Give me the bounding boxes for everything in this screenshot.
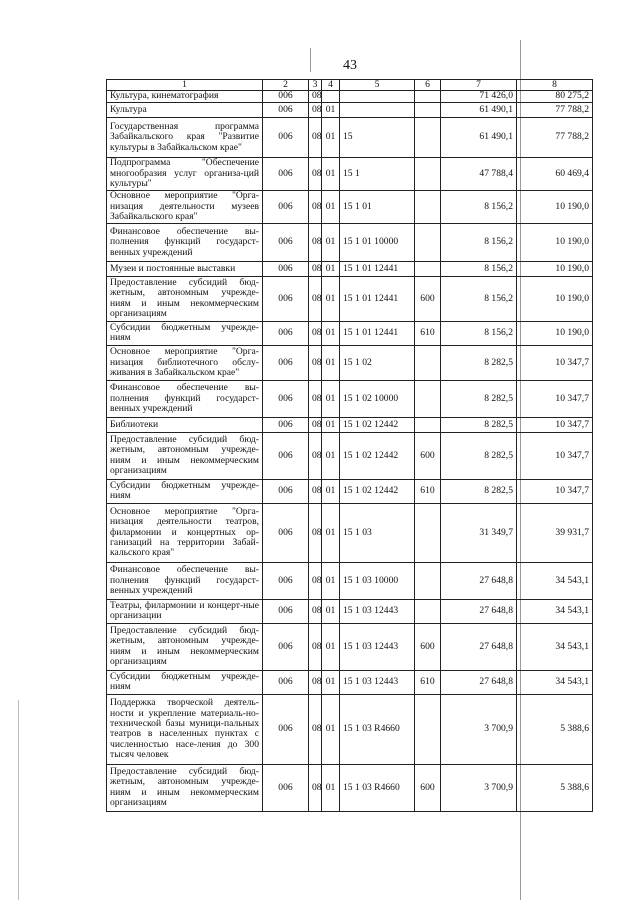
ministry-code: 006: [263, 157, 309, 190]
table-row: [107, 380, 593, 417]
amount-2019: 3 700,9: [441, 694, 517, 764]
target-code: 15 1 03: [340, 503, 415, 562]
table-row: [107, 261, 593, 276]
expense-type-code: 610: [415, 479, 441, 503]
target-code: 15 1 03 R4660: [340, 694, 415, 764]
amount-2019: 3 700,9: [441, 764, 517, 811]
expense-type-code: [415, 102, 441, 117]
target-code: [340, 102, 415, 117]
amount-2020: 10 347,7: [517, 380, 593, 417]
ministry-code: 006: [263, 91, 309, 102]
expense-type-code: [415, 223, 441, 261]
expense-type-code: [415, 503, 441, 562]
amount-2019: 61 490,1: [441, 102, 517, 117]
amount-2020: 10 190,0: [517, 261, 593, 276]
row-name: Финансовое обеспечение вы-полнения функций государст-венных учреждений: [107, 380, 263, 417]
section-code: 08: [309, 432, 322, 479]
row-name: Субсидии бюджетным учрежде-ниям: [107, 670, 263, 694]
ministry-code: 006: [263, 380, 309, 417]
row-name: Подпрограмма "Обеспечение многообразия услуг организа-ций культуры": [107, 157, 263, 190]
subsection-code: 01: [322, 694, 340, 764]
table-row: [107, 764, 593, 811]
amount-2019: 8 156,2: [441, 223, 517, 261]
amount-2020: 34 543,1: [517, 562, 593, 599]
table-row: [107, 102, 593, 117]
subsection-code: 01: [322, 479, 340, 503]
amount-2020: 77 788,2: [517, 117, 593, 157]
amount-2020: 34 543,1: [517, 670, 593, 694]
expense-type-code: 610: [415, 321, 441, 345]
amount-2019: 27 648,8: [441, 599, 517, 623]
target-code: 15 1 02 12442: [340, 432, 415, 479]
subsection-code: 01: [322, 562, 340, 599]
target-code: 15 1 01 12441: [340, 321, 415, 345]
subsection-code: 01: [322, 764, 340, 811]
subsection-code: 01: [322, 321, 340, 345]
expense-type-code: 600: [415, 276, 441, 321]
target-code: 15 1 02 12442: [340, 417, 415, 432]
subsection-code: 01: [322, 670, 340, 694]
target-code: 15 1 02 12442: [340, 479, 415, 503]
expense-type-code: [415, 562, 441, 599]
amount-2020: 10 347,7: [517, 479, 593, 503]
ministry-code: 006: [263, 190, 309, 223]
expense-type-code: 600: [415, 764, 441, 811]
column-header: 4: [322, 80, 340, 91]
table-row: [107, 321, 593, 345]
row-name: Культура, кинематография: [107, 91, 263, 102]
table-row: [107, 417, 593, 432]
expense-type-code: 610: [415, 670, 441, 694]
section-code: 08: [309, 261, 322, 276]
ministry-code: 006: [263, 276, 309, 321]
section-code: 08: [309, 157, 322, 190]
amount-2020: 77 788,2: [517, 102, 593, 117]
table-row: [107, 91, 593, 102]
expense-type-code: [415, 417, 441, 432]
scan-artifact-line: [310, 48, 311, 72]
section-code: 08: [309, 102, 322, 117]
section-code: 08: [309, 764, 322, 811]
subsection-code: 01: [322, 190, 340, 223]
table-row: [107, 562, 593, 599]
subsection-code: 01: [322, 599, 340, 623]
amount-2019: 47 788,4: [441, 157, 517, 190]
subsection-code: 01: [322, 417, 340, 432]
row-name: Основное мероприятие "Орга-низация библиотечного обслу-живания в Забайкальском крае": [107, 345, 263, 380]
section-code: 08: [309, 321, 322, 345]
header-row: [107, 80, 593, 91]
section-code: 08: [309, 417, 322, 432]
section-code: 08: [309, 623, 322, 670]
row-name: Музеи и постоянные выставки: [107, 261, 263, 276]
table-row: [107, 623, 593, 670]
subsection-code: 01: [322, 117, 340, 157]
subsection-code: 01: [322, 276, 340, 321]
target-code: 15 1 03 R4660: [340, 764, 415, 811]
subsection-code: 01: [322, 157, 340, 190]
amount-2019: 8 282,5: [441, 479, 517, 503]
amount-2019: 8 156,2: [441, 261, 517, 276]
expense-type-code: [415, 117, 441, 157]
column-header: 7: [441, 80, 517, 91]
subsection-code: 01: [322, 432, 340, 479]
amount-2019: 27 648,8: [441, 623, 517, 670]
scan-artifact-line: [18, 700, 19, 900]
amount-2020: 5 388,6: [517, 694, 593, 764]
ministry-code: 006: [263, 562, 309, 599]
ministry-code: 006: [263, 623, 309, 670]
table-row: [107, 432, 593, 479]
expense-type-code: 600: [415, 623, 441, 670]
ministry-code: 006: [263, 223, 309, 261]
subsection-code: 01: [322, 623, 340, 670]
amount-2020: 39 931,7: [517, 503, 593, 562]
subsection-code: 01: [322, 261, 340, 276]
table-row: [107, 670, 593, 694]
target-code: 15 1 03 10000: [340, 562, 415, 599]
ministry-code: 006: [263, 479, 309, 503]
amount-2020: 10 347,7: [517, 432, 593, 479]
row-name: Поддержка творческой деятель-ности и укрепление материаль-но-технической базы муници-пальных театров в населенных пунктах с численностью насе-ления до 300 тысяч человек: [107, 694, 263, 764]
amount-2020: 10 190,0: [517, 190, 593, 223]
section-code: 08: [309, 670, 322, 694]
target-code: 15 1 02: [340, 345, 415, 380]
row-name: Предоставление субсидий бюд-жетным, автономным учрежде-ниям и иным некоммерческим организациям: [107, 623, 263, 670]
section-code: 08: [309, 503, 322, 562]
table-row: [107, 479, 593, 503]
expense-type-code: [415, 91, 441, 102]
row-name: Культура: [107, 102, 263, 117]
target-code: 15 1 01 12441: [340, 276, 415, 321]
amount-2019: 8 156,2: [441, 276, 517, 321]
amount-2019: 71 426,0: [441, 91, 517, 102]
table-row: [107, 157, 593, 190]
subsection-code: 01: [322, 102, 340, 117]
amount-2019: 8 282,5: [441, 417, 517, 432]
expense-type-code: 600: [415, 432, 441, 479]
row-name: Основное мероприятие "Орга-низация деятельности театров, филармонии и концертных ор-ганизаций на территории Забай-кальского края": [107, 503, 263, 562]
ministry-code: 006: [263, 345, 309, 380]
ministry-code: 006: [263, 432, 309, 479]
subsection-code: [322, 91, 340, 102]
expense-type-code: [415, 261, 441, 276]
amount-2019: 27 648,8: [441, 562, 517, 599]
section-code: 08: [309, 276, 322, 321]
amount-2020: 34 543,1: [517, 599, 593, 623]
target-code: 15 1 03 12443: [340, 670, 415, 694]
amount-2020: 10 190,0: [517, 276, 593, 321]
target-code: 15: [340, 117, 415, 157]
target-code: 15 1 03 12443: [340, 599, 415, 623]
target-code: [340, 91, 415, 102]
expense-type-code: [415, 380, 441, 417]
section-code: 08: [309, 345, 322, 380]
page-number: 43: [343, 58, 357, 73]
subsection-code: 01: [322, 223, 340, 261]
amount-2020: 10 190,0: [517, 321, 593, 345]
row-name: Предоставление субсидий бюд-жетным, автономным учрежде-ниям и иным некоммерческим организациям: [107, 764, 263, 811]
section-code: 08: [309, 599, 322, 623]
amount-2019: 31 349,7: [441, 503, 517, 562]
amount-2020: 34 543,1: [517, 623, 593, 670]
section-code: 08: [309, 190, 322, 223]
column-header: 8: [517, 80, 593, 91]
column-header: 5: [340, 80, 415, 91]
amount-2020: 10 347,7: [517, 417, 593, 432]
target-code: 15 1 03 12443: [340, 623, 415, 670]
row-name: Субсидии бюджетным учрежде-ниям: [107, 479, 263, 503]
expense-type-code: [415, 157, 441, 190]
table-row: [107, 276, 593, 321]
row-name: Библиотеки: [107, 417, 263, 432]
amount-2019: 8 282,5: [441, 345, 517, 380]
table-row: [107, 223, 593, 261]
row-name: Субсидии бюджетным учрежде-ниям: [107, 321, 263, 345]
amount-2020: 60 469,4: [517, 157, 593, 190]
table-row: [107, 117, 593, 157]
table-row: [107, 190, 593, 223]
ministry-code: 006: [263, 102, 309, 117]
column-header: 1: [107, 80, 263, 91]
amount-2020: 5 388,6: [517, 764, 593, 811]
amount-2020: 10 347,7: [517, 345, 593, 380]
row-name: Предоставление субсидий бюд-жетным, автономным учрежде-ниям и иным некоммерческим организациям: [107, 432, 263, 479]
table-row: [107, 694, 593, 764]
ministry-code: 006: [263, 261, 309, 276]
amount-2019: 27 648,8: [441, 670, 517, 694]
expense-type-code: [415, 694, 441, 764]
amount-2019: 8 282,5: [441, 380, 517, 417]
expense-type-code: [415, 190, 441, 223]
budget-table: [106, 79, 593, 812]
ministry-code: 006: [263, 764, 309, 811]
target-code: 15 1 02 10000: [340, 380, 415, 417]
subsection-code: 01: [322, 503, 340, 562]
table-row: [107, 345, 593, 380]
amount-2019: 61 490,1: [441, 117, 517, 157]
target-code: 15 1 01 10000: [340, 223, 415, 261]
column-header: 3: [309, 80, 322, 91]
table-row: [107, 599, 593, 623]
section-code: 08: [309, 694, 322, 764]
amount-2019: 8 156,2: [441, 190, 517, 223]
subsection-code: 01: [322, 345, 340, 380]
section-code: 08: [309, 117, 322, 157]
ministry-code: 006: [263, 321, 309, 345]
amount-2020: 10 190,0: [517, 223, 593, 261]
row-name: Предоставление субсидий бюд-жетным, автономным учрежде-ниям и иным некоммерческим организациям: [107, 276, 263, 321]
ministry-code: 006: [263, 117, 309, 157]
amount-2019: 8 156,2: [441, 321, 517, 345]
section-code: 08: [309, 380, 322, 417]
row-name: Государственная программа Забайкальского края "Развитие культуры в Забайкальском крае": [107, 117, 263, 157]
section-code: 08: [309, 479, 322, 503]
table-body: [107, 91, 593, 811]
ministry-code: 006: [263, 503, 309, 562]
row-name: Театры, филармонии и концерт-ные организации: [107, 599, 263, 623]
ministry-code: 006: [263, 694, 309, 764]
amount-2020: 80 275,2: [517, 91, 593, 102]
target-code: 15 1 01 12441: [340, 261, 415, 276]
column-header: 2: [263, 80, 309, 91]
subsection-code: 01: [322, 380, 340, 417]
column-header: 6: [415, 80, 441, 91]
target-code: 15 1: [340, 157, 415, 190]
expense-type-code: [415, 599, 441, 623]
row-name: Финансовое обеспечение вы-полнения функций государст-венных учреждений: [107, 223, 263, 261]
ministry-code: 006: [263, 599, 309, 623]
row-name: Финансовое обеспечение вы-полнения функций государст-венных учреждений: [107, 562, 263, 599]
ministry-code: 006: [263, 417, 309, 432]
section-code: 08: [309, 223, 322, 261]
section-code: 08: [309, 91, 322, 102]
amount-2019: 8 282,5: [441, 432, 517, 479]
table-row: [107, 503, 593, 562]
expense-type-code: [415, 345, 441, 380]
section-code: 08: [309, 562, 322, 599]
target-code: 15 1 01: [340, 190, 415, 223]
row-name: Основное мероприятие "Орга-низация деятельности музеев Забайкальского края": [107, 190, 263, 223]
ministry-code: 006: [263, 670, 309, 694]
